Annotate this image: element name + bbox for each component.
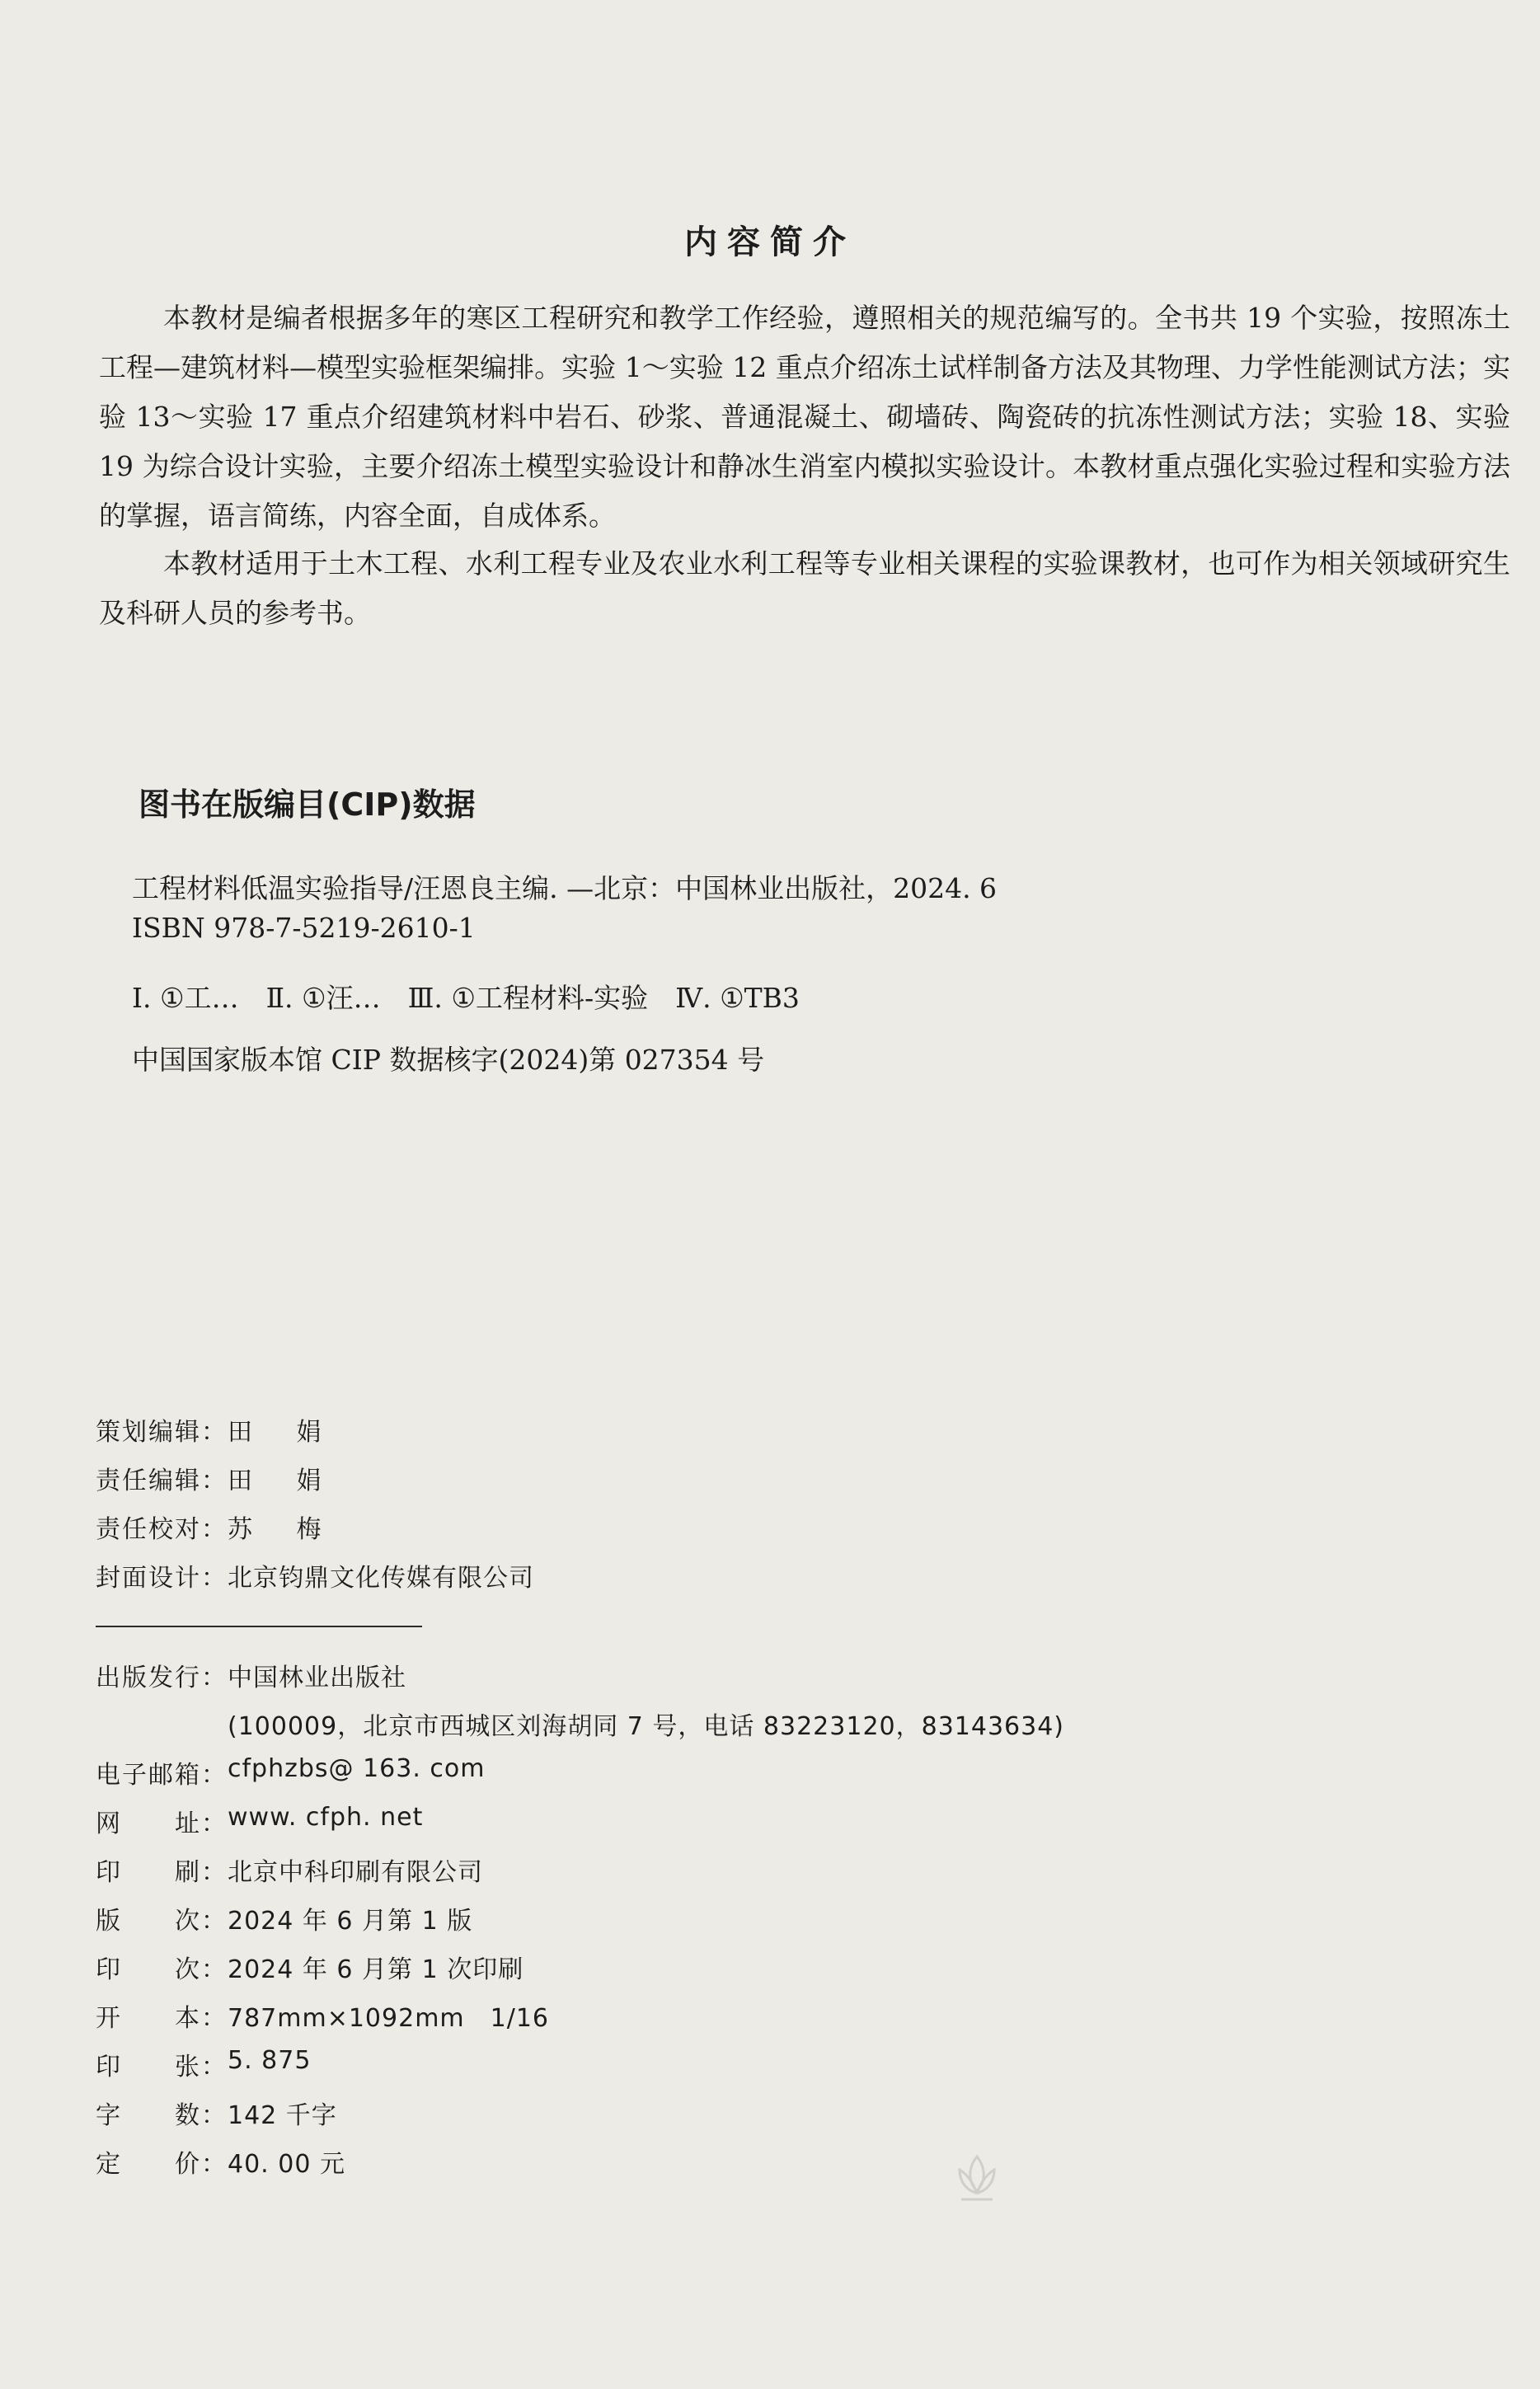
- cip-heading: 图书在版编目(CIP)数据: [139, 786, 476, 823]
- pub-row: [96, 1949, 524, 1985]
- credit-label: 策划编辑：: [96, 1418, 228, 1447]
- pub-label: 开 本：: [96, 2004, 228, 2033]
- cip-line-record-number: 中国国家版本馆 CIP 数据核字(2024)第 027354 号: [132, 1044, 765, 1076]
- pub-label: 印 次：: [96, 1955, 228, 1984]
- pub-row: [96, 1803, 423, 1839]
- pub-label: 印 张：: [96, 2053, 228, 2082]
- pub-value: 40. 00 元: [228, 2150, 345, 2179]
- credit-row: [96, 1509, 340, 1545]
- pub-row: [96, 2046, 311, 2082]
- credit-label: 封面设计：: [96, 1564, 228, 1593]
- pub-row: [96, 1900, 472, 1936]
- credit-row: [96, 1557, 534, 1593]
- show-through-logo-icon: [948, 2150, 1006, 2208]
- pub-label: 电子邮箱：: [96, 1761, 228, 1790]
- pub-label: 网 址：: [96, 1809, 228, 1838]
- pub-row: [96, 1657, 406, 1693]
- pub-row: [96, 1706, 1064, 1742]
- pub-value: 5. 875: [228, 2046, 312, 2075]
- pub-value: (100009，北京市西城区刘海胡同 7 号，电话 83223120，83143634): [228, 1712, 1065, 1741]
- pub-value: 787mm×1092mm 1/16: [228, 2004, 550, 2033]
- pub-value: cfphzbs@ 163. com: [228, 1754, 486, 1783]
- credit-row: [96, 1460, 340, 1496]
- divider: [96, 1626, 422, 1627]
- pub-row: [96, 2095, 337, 2131]
- pub-label: 字 数：: [96, 2101, 228, 2130]
- cip-line-classification: Ⅰ. ①工… Ⅱ. ①汪… Ⅲ. ①工程材料-实验 Ⅳ. ①TB3: [132, 982, 800, 1014]
- pub-row: [96, 1754, 485, 1791]
- cip-line-title: 工程材料低温实验指导/汪恩良主编. —北京：中国林业出版社，2024. 6: [132, 872, 998, 904]
- pub-label: 版 次：: [96, 1907, 228, 1936]
- pub-value: www. cfph. net: [228, 1803, 424, 1832]
- intro-paragraph: 本教材适用于土木工程、水利工程专业及农业水利工程等专业相关课程的实验课教材，也可作为相关领域研究生及科研人员的参考书。: [99, 547, 1510, 629]
- cip-line-isbn: ISBN 978-7-5219-2610-1: [132, 912, 476, 944]
- pub-value: 北京中科印刷有限公司: [228, 1858, 483, 1887]
- pub-value: 2024 年 6 月第 1 次印刷: [228, 1955, 524, 1984]
- pub-value: 中国林业出版社: [228, 1664, 406, 1692]
- pub-row: [96, 1852, 483, 1888]
- intro-paragraph: 本教材是编者根据多年的寒区工程研究和教学工作经验，遵照相关的规范编写的。全书共 19 个实验，按照冻土工程—建筑材料—模型实验框架编排。实验 1～实验 12 重点介绍冻土试样制备方法及其物理、力学性能测试方法；实验 13～实验 17 重点介绍建筑材料中岩石、砂浆、普通混凝土、砌墙砖、陶瓷砖的抗冻性测试方法；实验 18、实验 19 为综合设计实验，主要介绍冻土模型实验设计和静冰生消室内模拟实验设计。本教材重点强化实验过程和实验方法的掌握，语言简练，内容全面，自成体系。: [99, 302, 1510, 532]
- credit-label: 责任编辑：: [96, 1467, 228, 1495]
- page-title: 内容简介: [684, 223, 856, 261]
- credit-value: 田 娟: [228, 1418, 340, 1447]
- pub-row: [96, 1997, 549, 2034]
- pub-label: [96, 1706, 228, 1742]
- credit-value: 苏 梅: [228, 1515, 340, 1544]
- credit-value: 北京钧鼎文化传媒有限公司: [228, 1564, 534, 1593]
- pub-label: 定 价：: [96, 2150, 228, 2179]
- credit-label: 责任校对：: [96, 1515, 228, 1544]
- credit-value: 田 娟: [228, 1467, 340, 1495]
- pub-value: 2024 年 6 月第 1 版: [228, 1907, 473, 1936]
- credit-row: [96, 1411, 340, 1448]
- pub-label: 印 刷：: [96, 1858, 228, 1887]
- pub-row: [96, 2143, 345, 2180]
- pub-value: 142 千字: [228, 2101, 337, 2130]
- pub-label: 出版发行：: [96, 1664, 228, 1692]
